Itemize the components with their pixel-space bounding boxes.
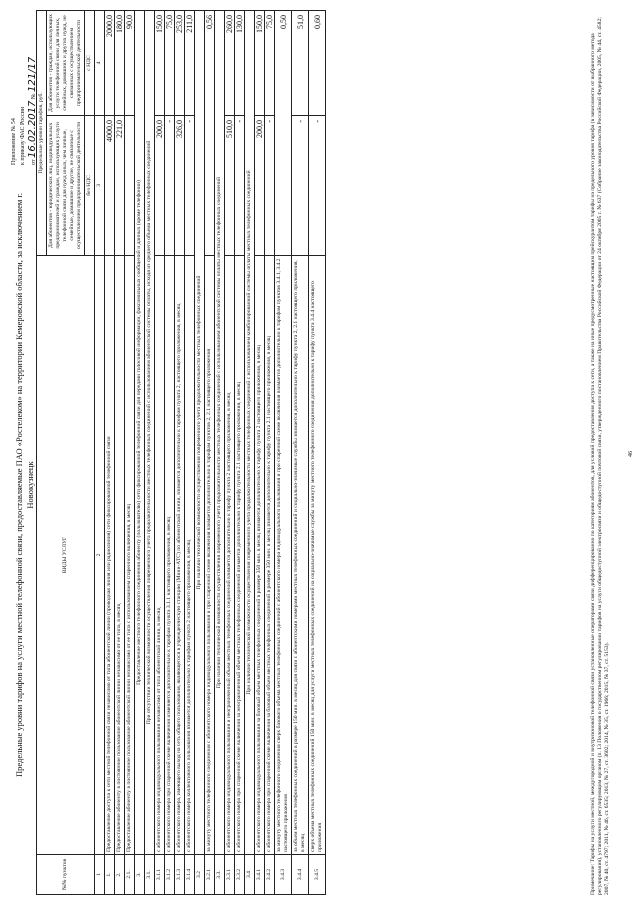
tariff-citizens: 130,0 [235,11,245,116]
section-heading: При наличии технической возможности осуществления повременного учета продолжительности местных телефонных соединений с использованием абонентской системы оплаты местных телефонных соединений [215,11,225,855]
table-row [195,11,205,895]
tariff-legal: 4000,0 [105,115,115,255]
table-row [235,11,245,895]
tariff-table [36,10,326,895]
col-header-num: №№ пунктов [37,855,95,895]
table-row [135,11,145,895]
tariff-legal: 200,0 [255,115,265,255]
tariff-legal: 200,0 [155,115,165,255]
row-number: 3.4.1 [255,855,265,895]
tariff-merged: 0,56 [205,11,215,256]
order-reference: к приказу ФАС России [20,106,26,165]
tariff-citizens: 211,0 [185,11,195,116]
col-header-units: Предельные уровни тарифов, руб. [37,11,47,256]
tariff-citizens: 150,0 [155,11,165,116]
col-header-legal: Для абонентов - юридических лиц, индивидуальных предпринимателей и граждан, использующих услуги телефонной связи для нужд иных, чем личные, семейные, домашние и другие, не связанные с осуществлением предпринимательской деятельности [47,115,85,255]
row-number: 3.1.4 [185,855,195,895]
row-number: 3.4 [245,855,255,895]
tariff-citizens: 90,0 [125,11,135,116]
handwritten-number: 121/17 [27,56,38,92]
notes [590,10,611,895]
row-number: 2. [115,855,125,895]
table-row [292,11,309,895]
tariff-citizens: 75,0 [165,11,175,116]
tariff-citizens: 260,0 [225,11,235,116]
service-description: за минуту местного телефонного соединения сверх базового объема местных телефонных соединений с абонентского номера индивидуального пользования и при спаренной схеме включения взимается дополнительно к тарифам пунктов 3.4.1, 3.4.2 настоящего приложения [275,255,292,854]
appendix-number: Приложение № 54 [11,118,17,165]
row-number: 3.2.1 [205,855,215,895]
col-header-citizens: Для абонентов - граждан, использующих услуги телефонной связи для личных, семейных, домашних и других нужд, не связанных с осуществлением предпринимательской деятельности [47,11,85,116]
table-row [125,11,135,895]
tariff-legal [125,115,135,255]
service-description: Предоставление доступа к сети местной телефонной связи независимо от типа абонентской линии (проводная линия или радиолиния) сети фиксированной телефонной связи [105,255,115,854]
service-description: Предоставление абоненту в постоянное пользование абонентской линии независимо от ее типа, в месяц [115,255,125,854]
notes-heading: Примечание: [590,863,596,895]
tariff-legal: 221,0 [115,115,125,255]
row-number: 3. [135,855,145,895]
col-header-citizens-vat: с НДС [85,11,95,116]
service-description: с абонентского номера при спаренной схеме включения за неограниченный объем местных телефонных соединений взимается дополнительно к тарифу пункта 2.1 настоящего приложения, в месяц [235,255,245,854]
page-number: 46 [628,451,634,457]
table-row [205,11,215,895]
row-number: 3.1.1 [155,855,165,895]
table-row [145,11,155,895]
row-number: 2.1. [125,855,135,895]
service-description: с абонентского номера индивидуального пользования независимо от типа абонентской линии, в месяц [155,255,165,854]
order-date-line: от 16.02.2017 № 121/17 [27,56,38,165]
tariff-legal: - [309,115,326,255]
service-description: за минуту местного телефонного соединения с абонентского номера индивидуального пользования и при спаренной схеме включения взимается дополнительно к тарифам пунктов 2, 2.1 настоящего приложения [205,255,215,854]
tariff-legal: - [292,115,309,255]
col-index-3: 3 [95,115,105,255]
table-row [175,11,185,895]
service-description: с абонентского номера при спаренной схеме включения изменяется дополнительно к тарифам пункта 3.1.1 настоящего приложения, в месяц [165,255,175,854]
service-description: сверх объема местных телефонных соединений 150 мин. в месяц для услуги местных телефонных соединений на социально-значимые службы за минуту местного телефонного соединения дополнительно к тарифу пункта 3.4.4 настоящего приложения [309,255,326,854]
table-row [309,11,326,895]
table-row [245,11,255,895]
table-row [185,11,195,895]
table-row [225,11,235,895]
row-number: 3.1.3 [175,855,185,895]
row-number: 3.4.5 [309,855,326,895]
tariff-legal: - [235,115,245,255]
col-index-1: 1 [95,855,105,895]
table-row [275,11,292,895]
service-description: с абонентского номера индивидуального пользования и неограниченный объем местных телефонных соединений взимается дополнительно к тарифу пункта 2 настоящего приложения, в месяц [225,255,235,854]
service-description: с абонентского номера при спаренной схеме включения за базовый объем местных телефонных соединений в размере 350 мин. в месяц взимается дополнительно к тарифу пункта 2.1 настоящего приложения, в месяц [265,255,275,854]
tariff-legal: - [185,115,195,255]
section-heading: При наличии технической возможности осуществления повременного учета продолжительности местных телефонных соединений с использованием комбинированной системы оплаты местных телефонных соединений [245,11,255,855]
service-description: Предоставление абоненту в постоянное пользование абонентской линии независимо от ее типа с использованием спаренного включения, в месяц [125,255,135,854]
row-number: 3.3. [215,855,225,895]
notes-text: Тарифы на услуги местной, междугородной и внутризоновой телефонной связи установленные операторами связи дифференцированно по категориям абонентов, для условий предоставления доступа к сети, а также на иные предусмотренные настоящим прейскурантом тарифы на предельного уровня тарифа (в зависимости от выбранного метода регулирования), установленного регулирующим органом (п. 13 Положения о государственном регулировании тарифов на услуги общедоступной электросвязи и общедоступной почтовой связи, утвержденного постановлением Правительства Российской Федерации от 24 октября 2005 г. № 637 (Собрание законодательства Российской Федерации, 2005, № 44, ст. 4582; 2007, № 40, ст. 4797; 2011, № 46, ст. 6535; 2013, № 27, ст. 3602; 2014, № 35, ст. 1966; 2015, № 37, ст. 5153). [590,17,610,895]
col-header-legal-vat: без НДС [85,115,95,255]
table-row [255,11,265,895]
table-row [265,11,275,895]
tariff-citizens: 2000,0 [105,11,115,116]
tariff-citizens: 253,0 [175,11,185,116]
tariff-legal: - [165,115,175,255]
row-number: 1. [105,855,115,895]
row-number: 3.1.2 [165,855,175,895]
row-number: 3.3.2 [235,855,245,895]
col-header-services: ВИДЫ УСЛУГ [37,255,95,854]
service-description: с абонентского номера, имеющего выход на сеть общего пользования, являющегося в учрежденческую станцию (Мини-АТС) по абонентской линии, взимается дополнительно к тарифам пункта 2, настоящего приложения, в месяц [175,255,185,854]
tariff-merged: 0,50 [275,11,292,256]
row-number: 3.1. [145,855,155,895]
tariff-legal: - [265,115,275,255]
section-heading: При наличии технической возможности осуществления повременного учета продолжительности местных телефонных соединений [195,11,205,855]
section-heading: При отсутствии технической возможности осуществления повременного учета продолжительности местных телефонных соединений с использованием абонентской системы оплаты, исходя из среднего объема местных телефонных соединений [145,11,155,855]
tariff-citizens: 75,0 [265,11,275,116]
tariff-rows [105,11,326,895]
table-row [155,11,165,895]
appendix-header [10,15,39,165]
tariff-citizens: 51,0 [292,11,309,116]
row-number: 3.4.3 [275,855,292,895]
row-number: 3.2 [195,855,205,895]
service-description: с абонентского номера индивидуального пользования за базовый объем местных телефонных соединений в размере 350 мин. в месяц взимается дополнительно к тарифу пункта 2 настоящего приложения, в месяц [255,255,265,854]
document-title: Предельные уровни тарифов на услуги местной телефонной связи, предоставляемые ПАО «Ростелеком» на территории Кемеровской области, за исключением г. Новокузнецк [14,193,35,777]
tariff-legal: 326,0 [175,115,185,255]
row-number: 3.4.4 [292,855,309,895]
row-number: 3.3.1 [225,855,235,895]
tariff-citizens: 150,0 [255,11,265,116]
table-row [115,11,125,895]
col-index-2: 2 [95,255,105,854]
table-row [165,11,175,895]
table-row [105,11,115,895]
tariff-legal: 510,0 [225,115,235,255]
tariff-citizens: 180,0 [115,11,125,116]
service-description: с абонентского номера коллективного пользования взимается дополнительно к тарифам пункта 2 настоящего приложения, в месяц [185,255,195,854]
tariff-citizens: 0,60 [309,11,326,116]
service-description: за объем местных телефонных соединений в размере 150 мин. в месяц для связи с абонентскими номерами местных телефонных соединений и социально-значимые службы взимается дополнительно к тарифу пункта 2, 2.1 настоящего приложения, в месяц [292,255,309,854]
row-number: 3.4.2 [265,855,275,895]
col-index-4: 4 [95,11,105,116]
section-heading: Предоставление местного телефонного соединения абоненту (пользователю) сети фиксированной телефонной связи для передачи голосовой информации, факсимильных сообщений и данных (кроме телефонии) [135,11,145,855]
handwritten-date: 16.02.2017 [27,100,38,158]
table-row [215,11,225,895]
